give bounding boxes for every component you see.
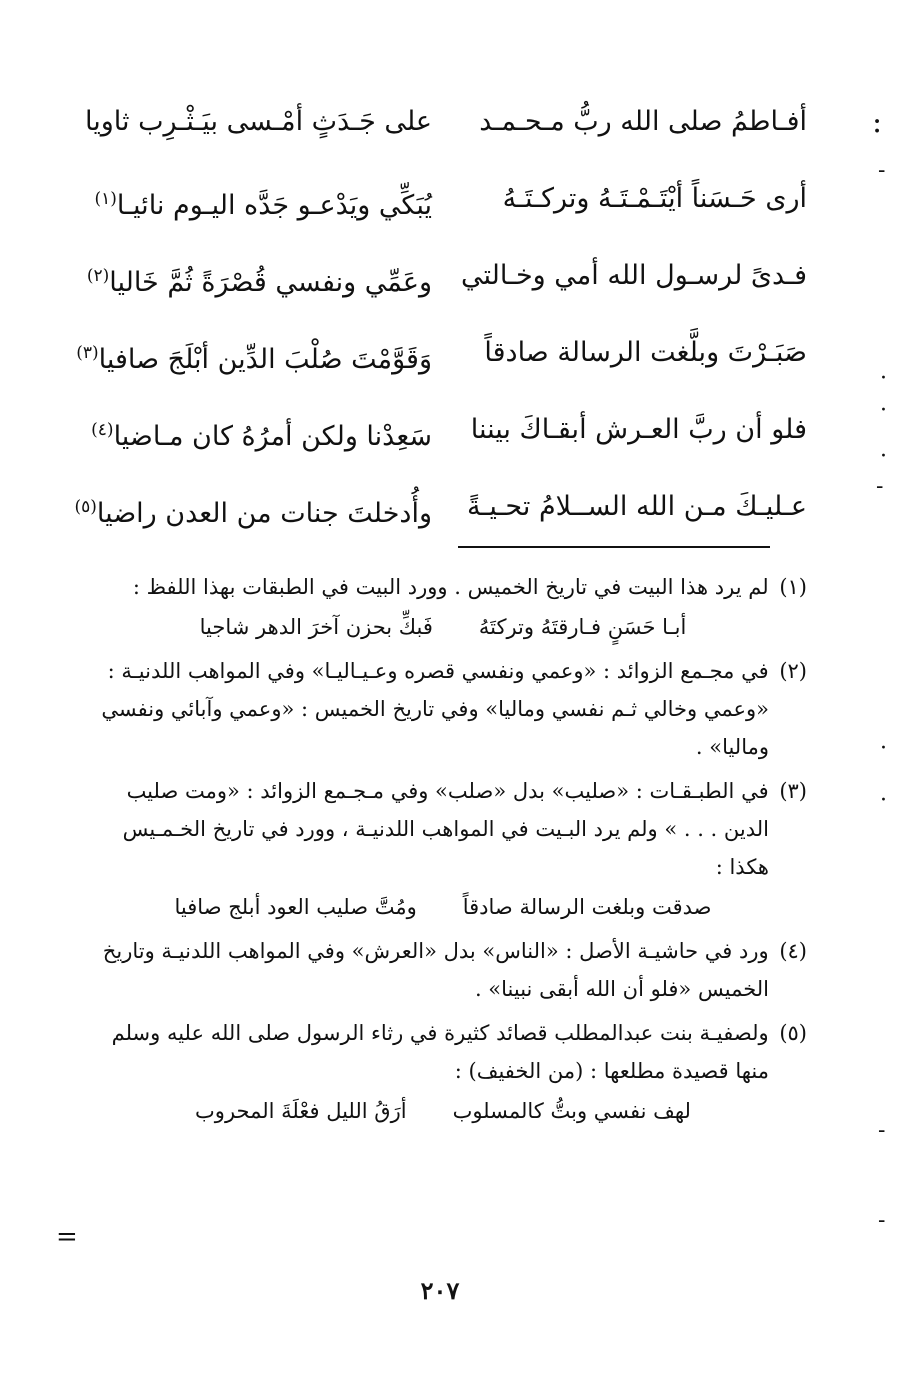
- footnote-ref-4[interactable]: (٤): [91, 420, 114, 440]
- footnote-3: [79, 772, 807, 926]
- footnote-ref-1[interactable]: (١): [94, 189, 117, 209]
- footnote-1-line: [79, 568, 807, 606]
- margin-mark-3: ·: [880, 398, 887, 423]
- verse-5-second-text: سَعِدْنا ولكن أمرُهُ كان مـاضيا: [113, 421, 432, 452]
- footnote-3-line-3: هكذا :: [715, 855, 769, 879]
- footnote-5-verse-first: لهف نفسي وبتُّ كالمسلوب: [452, 1099, 691, 1123]
- footnote-ref-2[interactable]: (٢): [86, 266, 110, 286]
- margin-mark-8: -: [878, 1118, 886, 1143]
- verse-6-second-hemistich: [74, 477, 432, 554]
- footnote-5-number: (٥): [779, 1021, 807, 1045]
- verse-5-first-hemistich: فلو أن ربَّ العـرش أبقـاكَ بيننا: [470, 414, 807, 445]
- footnote-2-text-1: في مجـمع الزوائد : «وعمي ونفسي قصره وعـيـاليـا» وفي المواهب اللدنيـة :: [107, 659, 769, 683]
- footnote-3-text-1: في الطبـقـات : «صليب» بدل «صلب» وفي مـجـمع الزوائد : «ومت صليب: [126, 779, 769, 803]
- footnote-5-line-1: [79, 1014, 807, 1052]
- footnote-1-verse: [79, 608, 807, 646]
- footnote-1-verse-second: فَبكِّ بحزن آخرَ الدهر شاجيا: [199, 615, 433, 639]
- verse-3-second-text: وعَمِّي ونفسي قُصْرَةً ثُمَّ خَاليا: [109, 267, 432, 298]
- footnote-5-line-2: منها قصيدة مطلعها : (من الخفيف) :: [454, 1059, 769, 1083]
- footnote-5: [79, 1014, 807, 1130]
- footnote-4: [79, 932, 807, 1008]
- footnote-5-verse: [79, 1092, 807, 1130]
- verse-6-first-hemistich: عـليـكَ مـن الله الســلامُ تحـيـةً: [466, 491, 807, 522]
- footnote-4-number: (٤): [779, 939, 807, 963]
- footnote-ref-3[interactable]: (٣): [76, 343, 99, 363]
- verse-3-first-hemistich: فـدىً لرسـول الله أمي وخـالتي: [460, 260, 807, 291]
- verse-2-second-text: يُبَكِّي ويَدْعـو جَدَّه اليـوم نائيـا: [116, 190, 432, 221]
- footnotes: [79, 568, 807, 1136]
- verse-3-second-hemistich: [77, 246, 432, 323]
- verse-4-second-text: وَقَوَّمْتَ صُلْبَ الدِّين أبْلَجَ صافيا: [98, 344, 432, 375]
- verse-1-first-hemistich: أفـاطمُ صلى الله ربُّ مـحـمـد: [479, 106, 807, 137]
- footnote-3-line-2: الدين . . . » ولم يرد البـيت في المواهب اللدنيـة ، وورد في تاريخ الخـمـيس: [122, 817, 769, 841]
- footnote-2-line-3: وماليا» .: [695, 735, 769, 759]
- verse-2: [77, 169, 807, 246]
- footnote-5-verse-second: أرَقُ الليل فعْلَةَ المحروب: [195, 1099, 407, 1123]
- footnote-2-number: (٢): [779, 659, 807, 683]
- footnote-2-line-1: [79, 652, 807, 690]
- verse-1-second-hemistich: [77, 92, 432, 169]
- footnote-1: [79, 568, 807, 646]
- margin-mark-7: ·: [880, 788, 887, 813]
- footnote-2: [79, 652, 807, 766]
- verse-4-second-hemistich: [77, 323, 432, 400]
- footnote-3-number: (٣): [779, 779, 807, 803]
- verse-3: [77, 246, 807, 323]
- verse-1-second-text: على جَـدَثٍ أمْـسى بيَـثْـرِب ثاويا: [84, 106, 432, 137]
- margin-mark-1: -: [878, 158, 886, 183]
- footnote-3-line-1: [79, 772, 807, 810]
- verse-2-second-hemistich: [77, 169, 432, 246]
- verse-6: [74, 477, 807, 554]
- footnote-2-line-2: «وعمي وخالي ثـم نفسي وماليا» وفي تاريخ الخميس : «وعمي وآبائي ونفسي: [101, 697, 769, 721]
- margin-mark-9: -: [878, 1208, 886, 1233]
- footnote-3-verse-first: صدقت وبلغت الرسالة صادقاً: [462, 895, 712, 919]
- verse-4-first-hemistich: صَبَـرْتَ وبلَّغت الرسالة صادقاً: [484, 337, 807, 368]
- verse-1: [77, 92, 807, 169]
- margin-mark-colon: :: [872, 105, 883, 140]
- page-number: ٢٠٧: [420, 1276, 460, 1305]
- footnote-3-verse-second: ومُتَّ صليب العود أبلج صافيا: [174, 895, 417, 919]
- margin-mark-equals: =: [56, 1222, 78, 1252]
- footnote-5-text-1: ولصفيـة بنت عبدالمطلب قصائد كثيرة في رثاء الرسول صلى الله عليه وسلم: [111, 1021, 769, 1045]
- poem: [74, 92, 807, 554]
- margin-mark-2: ·: [880, 366, 887, 391]
- footnote-4-line-2: الخميس «فلو أن الله أبقى نبينا» .: [474, 977, 769, 1001]
- margin-mark-6: ·: [880, 736, 887, 761]
- verse-6-second-text: وأُدخلتَ جنات من العدن راضيا: [96, 498, 432, 529]
- footnote-ref-5[interactable]: (٥): [74, 497, 97, 517]
- margin-mark-5: -: [876, 474, 884, 499]
- verse-4: [77, 323, 807, 400]
- footnote-1-number: (١): [779, 575, 807, 599]
- footnote-1-verse-first: أبـا حَسَنٍ فـارقتَهُ وتركتَهُ: [478, 615, 687, 639]
- footnote-1-text: لم يرد هذا البيت في تاريخ الخميس . وورد البيت في الطبقات بهذا اللفظ :: [132, 575, 769, 599]
- verse-5-second-hemistich: [77, 400, 432, 477]
- verse-2-first-hemistich: أرى حَـسَناً أيْتَـمْـتَـهُ وتركـتَـهُ: [502, 183, 807, 214]
- footnote-4-text-1: ورد في حاشيـة الأصل : «الناس» بدل «العرش» وفي المواهب اللدنيـة وتاريخ: [102, 939, 769, 963]
- margin-mark-4: ·: [880, 444, 887, 469]
- footnote-4-line-1: [79, 932, 807, 970]
- verse-5: [77, 400, 807, 477]
- footnote-separator: [458, 546, 770, 548]
- footnote-3-verse: [79, 888, 807, 926]
